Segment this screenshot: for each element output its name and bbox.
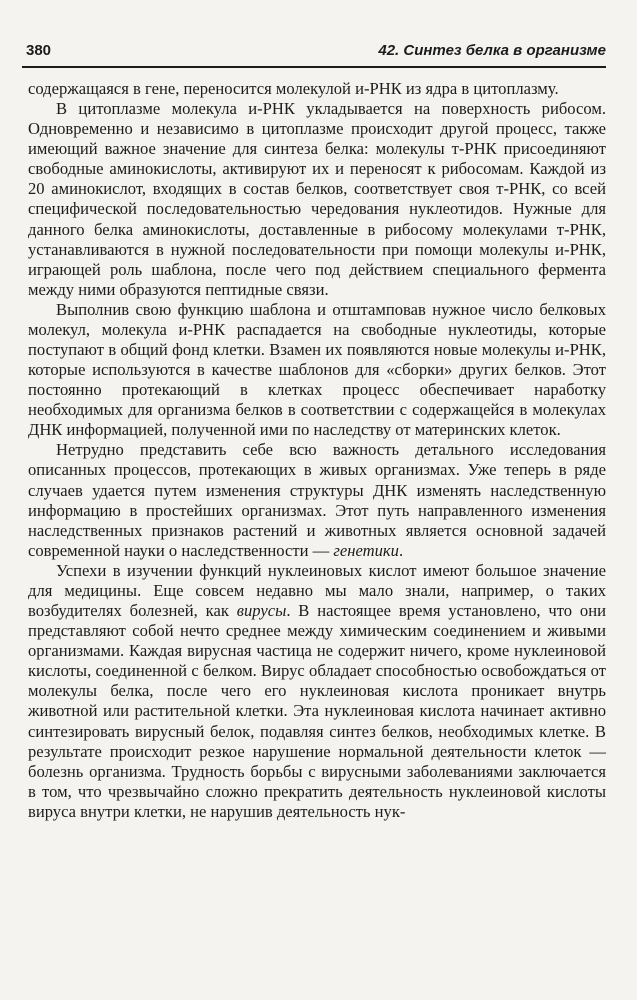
body-text	[28, 79, 606, 822]
paragraph-text: Нетрудно представить себе всю важность детального исследования описанных процессов, протекающих в живых организмах. Уже теперь в ряде случаев удается путем изменения структуры ДНК изменять наследственную информацию в простейших организмах. Этот путь направленного изменения наследственных признаков растений и животных является основной задачей современной науки о наследственности —	[28, 440, 606, 560]
paragraph-text: Выполнив свою функцию шаблона и отштамповав нужное число белковых молекул, молекула и-РНК распадается на свободные нуклеотиды, которые поступают в общий фонд клетки. Взамен их появляются новые молекулы и-РНК, которые используются в качестве шаблонов для «сборки» других белков. Этот постоянно протекающий в клетках процесс обеспечивает наработку необходимых для организма белков в соответствии с содержащейся в молекулах ДНК информацией, полученной ими по наследству от материнских клеток.	[28, 299, 606, 440]
running-head: 42. Синтез белка в организме	[378, 42, 606, 59]
page-header	[22, 42, 606, 62]
paragraph-viruses	[28, 561, 606, 822]
page-number: 380	[26, 42, 52, 59]
paragraph-text: В цитоплазме молекула и-РНК укладывается на поверхность рибосом. Одновременно и независимо в цитоплазме происходит другой процесс, также имеющий важное значение для синтеза белка: молекулы т-РНК присоединяют свободные аминокислоты, активируют их и переносят к рибосомам. Каждой из 20 аминокислот, входящих в состав белков, соответствует своя т-РНК, со всей специфической последовательностью чередования нуклеотидов. Нужные для данного белка аминокислоты, доставленные в рибосому молекулами т-РНК, устанавливаются в нужной последовательности при помощи молекулы и-РНК, играющей роль шаблона, после чего под действием специального фермента между ними образуются пептидные связи.	[28, 99, 606, 299]
paragraph-continuation	[28, 79, 606, 99]
paragraph-text: содержащаяся в гене, переносится молекулой и-РНК из ядра в цитоплазму.	[28, 79, 559, 98]
emphasis-term: генетики	[333, 540, 399, 560]
paragraph-template	[28, 300, 606, 441]
paragraph-text: . В настоящее время установлено, что они представляют собой нечто среднее между химическим соединением и живыми организмами. Каждая вирусная частица не содержит ничего, кроме нуклеиновой кислоты, соединенной с белком. Вирус обладает способностью освобождаться от молекулы белка, после чего его нуклеиновая кислота проникает внутрь животной или растительной клетки. Эта нуклеиновая кислота начинает активно синтезировать вирусный белок, подавляя синтез белков, необходимых клетке. В результате происходит резкое нарушение нормальной деятельности клеток — болезнь организма. Трудность борьбы с вирусными заболеваниями заключается в том, что чрезвычайно сложно прекратить деятельность нуклеиновой кислоты вируса внутри клетки, не нарушив деятельность нук-	[28, 601, 606, 821]
paragraph-text: .	[398, 540, 404, 560]
header-rule	[22, 66, 606, 68]
emphasis-term: вирусы	[236, 601, 287, 621]
paragraph-cytoplasm	[28, 99, 606, 300]
paragraph-text: Успехи в изучении функций нуклеиновых кислот имеют большое значение для медицины. Еще совсем недавно мы мало знали, например, о таких возбудителях болезней, как	[28, 560, 606, 621]
paragraph-genetics	[28, 440, 606, 560]
